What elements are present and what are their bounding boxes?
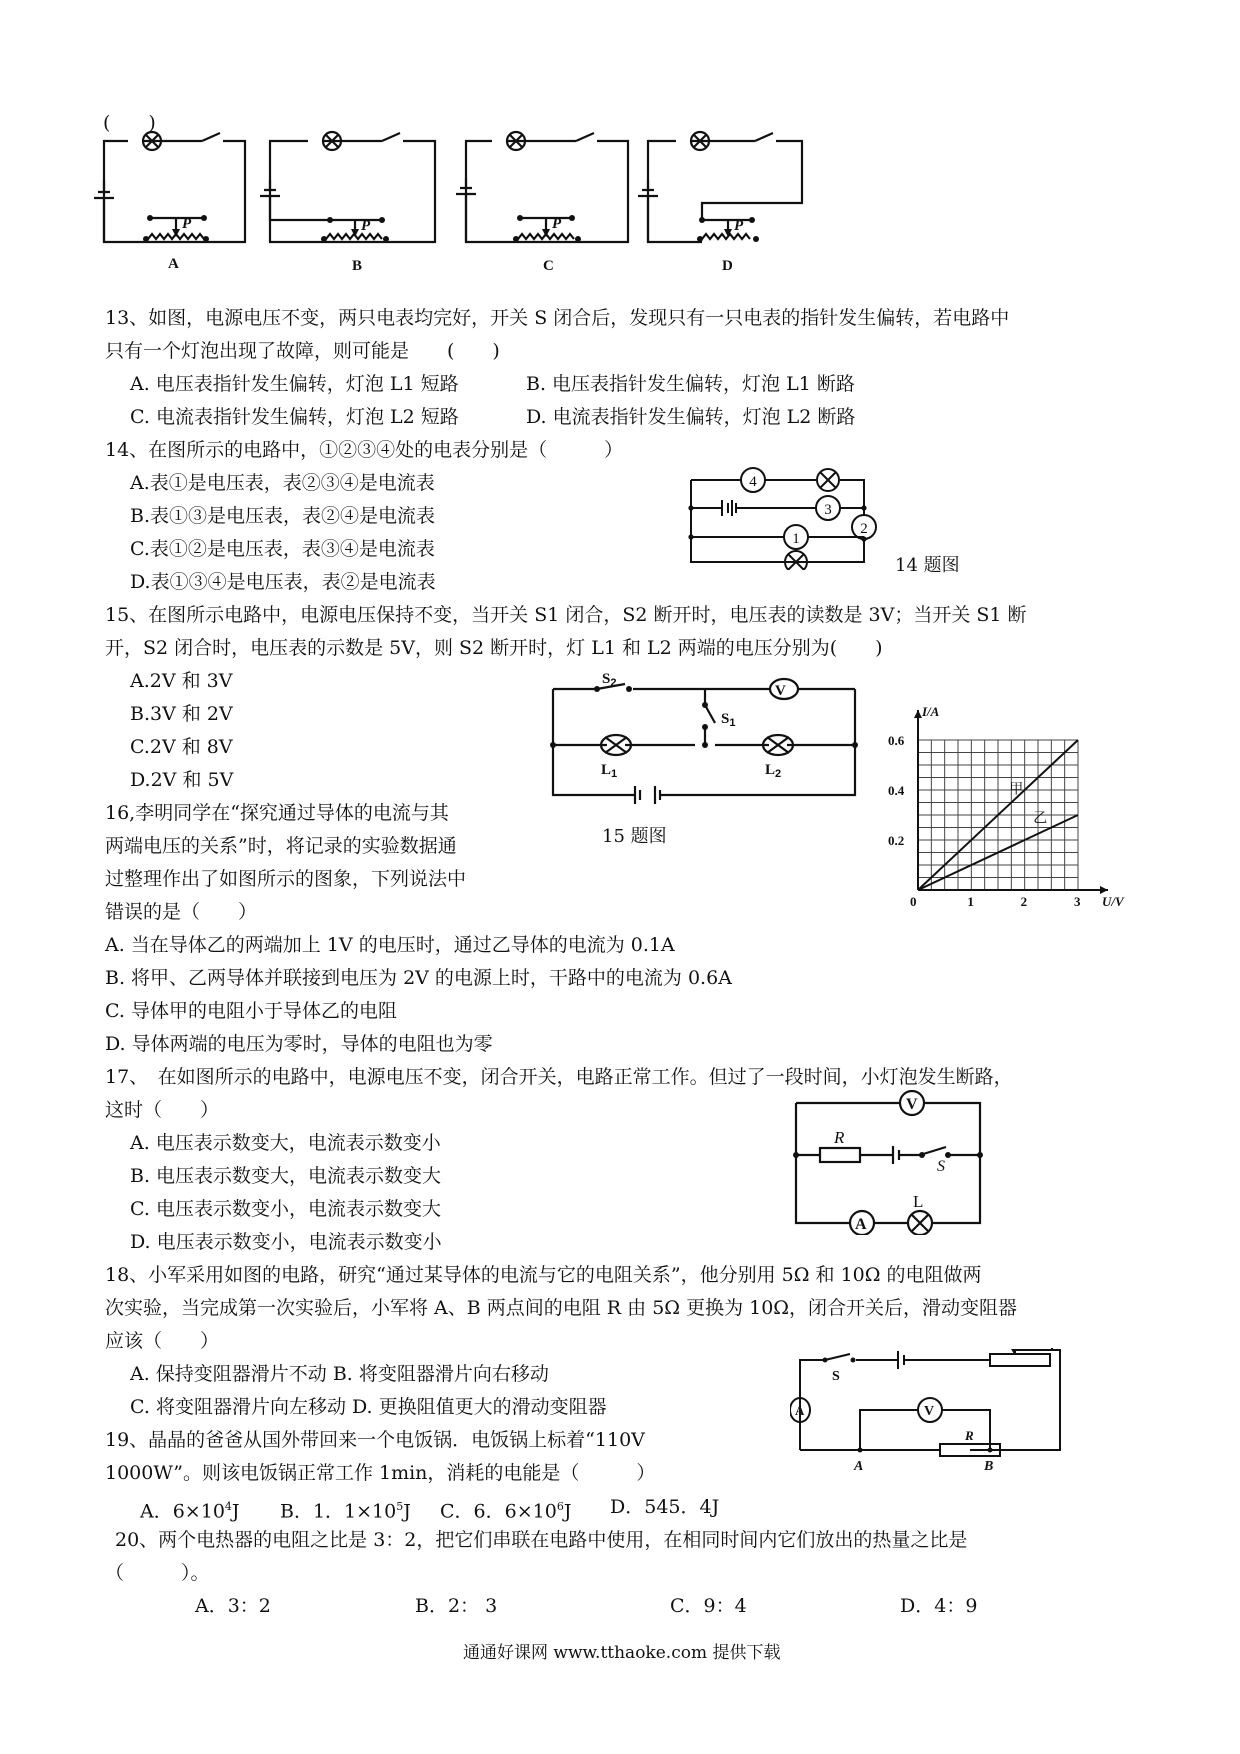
q17-stem-line2: 这时（ ） <box>105 1099 220 1121</box>
chart-x-arrow <box>1100 886 1108 894</box>
q19-stem-line2: 1000W”。则该电饭锅正常工作 1min，消耗的电能是（ ） <box>105 1462 656 1484</box>
q18-figure <box>790 1348 1080 1478</box>
q20-stem-line1: 20、两个电热器的电阻之比是 3：2，把它们串联在电路中使用，在相同时间内它们放出的热量之比是 <box>115 1529 968 1551</box>
q17-voltmeter-label: V <box>906 1096 918 1113</box>
q14-option-a: A.表①是电压表，表②③④是电流表 <box>130 472 435 494</box>
q18-ammeter-label: A <box>795 1403 805 1418</box>
q12-p-label-d: P <box>734 218 744 234</box>
q15-stem-line1: 15、在图所示电路中，电源电压保持不变，当开关 S1 闭合，S2 断开时，电压表的读数是 3V；当开关 S1 断 <box>105 604 1027 626</box>
q13-option-b: B. 电压表指针发生偏转，灯泡 L1 断路 <box>526 373 855 395</box>
chart-y-arrow <box>914 710 922 718</box>
q16-option-b: B. 将甲、乙两导体并联接到电压为 2V 的电源上时，干路中的电流为 0.6A <box>105 967 732 989</box>
q15-figure <box>545 665 865 815</box>
q14-meter-3-label: 3 <box>824 502 832 518</box>
chart-x-tick-label: 0 <box>910 894 917 909</box>
q20-option-d: D．4：9 <box>900 1595 978 1617</box>
q17-figure <box>790 1085 990 1235</box>
q12-label-b: B <box>352 258 363 274</box>
q15-s1-label: $S_1$ <box>721 711 736 729</box>
q15-option-c: C.2V 和 8V <box>130 736 233 758</box>
q18-stem-line2: 次实验，当完成第一次实验后，小军将 A、B 两点间的电阻 R 由 5Ω 更换为 10Ω，闭合开关后，滑动变阻器 <box>105 1297 1018 1319</box>
q15-s2-label: $S_2$ <box>602 671 617 689</box>
q17-resistor-label: R <box>834 1128 845 1147</box>
q18-options-ab: A. 保持变阻器滑片不动 B. 将变阻器滑片向右移动 <box>130 1363 549 1385</box>
q17-option-c: C. 电压表示数变小，电流表示数变大 <box>130 1198 441 1220</box>
q19-stem-line1: 19、晶晶的爸爸从国外带回来一个电饭锅．电饭锅上标着“110V <box>105 1429 645 1451</box>
chart-y-tick-label: 0.4 <box>888 783 905 798</box>
q14-option-b: B.表①③是电压表，表②④是电流表 <box>130 505 436 527</box>
q18-stem-line1: 18、小军采用如图的电路，研究“通过某导体的电流与它的电阻关系”，他分别用 5Ω 和 10Ω 的电阻做两 <box>105 1264 982 1286</box>
q17-stem-line1: 17、 在如图所示的电路中，电源电压不变，闭合开关，电路正常工作。但过了一段时间，小灯泡发生断路， <box>105 1066 1013 1088</box>
chart-y-axis-label: I/A <box>922 704 940 719</box>
q17-option-a: A. 电压表示数变大，电流表示数变小 <box>130 1132 441 1154</box>
q16-stem-line3: 过整理作出了如图所示的图象，下列说法中 <box>105 868 467 890</box>
q15-caption: 15 题图 <box>602 826 667 847</box>
q14-option-d: D.表①③④是电压表，表②是电流表 <box>130 571 436 593</box>
q16-option-a: A. 当在导体乙的两端加上 1V 的电压时，通过乙导体的电流为 0.1A <box>105 934 675 956</box>
q15-voltmeter-label: V <box>775 683 786 699</box>
q14-meter-1-label: 1 <box>792 531 800 547</box>
q12-label-c: C <box>543 258 554 274</box>
q12-p-label-c: P <box>552 216 562 232</box>
chart-x-tick-label: 2 <box>1020 894 1028 909</box>
q20-option-a: A．3：2 <box>195 1595 271 1617</box>
q19-option-a: A．$6\times 10^4J$ <box>140 1500 240 1523</box>
q20-option-c: C．9：4 <box>670 1595 747 1617</box>
q12-p-label-a: P <box>182 216 192 232</box>
q15-option-a: A.2V 和 3V <box>130 670 233 692</box>
q18-switch-label: S <box>832 1369 840 1384</box>
q16-iu-chart <box>880 690 1150 910</box>
q18-point-b-label: B <box>984 1459 994 1474</box>
chart-x-tick-label: 3 <box>1074 894 1081 909</box>
q12-p-label-b: P <box>361 218 371 234</box>
q16-stem-line2: 两端电压的关系”时，将记录的实验数据通 <box>105 835 457 857</box>
chart-x-axis-label: U/V <box>1102 894 1124 909</box>
q17-switch-label: S <box>937 1158 945 1175</box>
q18-voltmeter-label: V <box>924 1404 935 1419</box>
q20-stem-line2: （ ）。 <box>105 1562 210 1584</box>
q16-option-d: D. 导体两端的电压为零时，导体的电阻也为零 <box>105 1033 493 1055</box>
q18-options-cd: C. 将变阻器滑片向左移动 D. 更换阻值更大的滑动变阻器 <box>130 1396 607 1418</box>
q14-meter-2-label: 2 <box>860 521 868 537</box>
q13-option-d: D. 电流表指针发生偏转，灯泡 L2 断路 <box>526 406 856 428</box>
q12-label-d: D <box>722 258 733 274</box>
q14-caption: 14 题图 <box>895 555 960 576</box>
q18-stem-line3: 应该（ ） <box>105 1330 220 1352</box>
q15-option-b: B.3V 和 2V <box>130 703 233 725</box>
q13-stem-line2: 只有一个灯泡出现了故障，则可能是 ( ) <box>105 340 500 362</box>
q18-point-a-label: A <box>854 1459 864 1474</box>
q13-stem-line1: 13、如图，电源电压不变，两只电表均完好，开关 S 闭合后，发现只有一只电表的指针发生偏转，若电路中 <box>105 307 1010 329</box>
q17-ammeter-label: A <box>855 1216 867 1233</box>
chart-series-label-1: 甲 <box>1009 782 1024 798</box>
q16-stem-line4: 错误的是（ ） <box>105 901 258 923</box>
q16-option-c: C. 导体甲的电阻小于导体乙的电阻 <box>105 1000 397 1022</box>
q16-stem-line1: 16,李明同学在“探究通过导体的电流与其 <box>105 802 449 824</box>
chart-series-label-2: 乙 <box>1033 811 1048 827</box>
q14-stem: 14、在图所示的电路中，①②③④处的电表分别是（ ） <box>105 439 624 461</box>
q19-option-d: D．545．4J <box>610 1496 720 1518</box>
q17-option-b: B. 电压表示数变大，电流表示数变大 <box>130 1165 442 1187</box>
q15-l2-label: $L_2$ <box>765 762 782 780</box>
q17-option-d: D. 电压表示数变小，电流表示数变小 <box>130 1231 442 1253</box>
q17-lamp-label: L <box>913 1192 924 1211</box>
q12-blank: ( ) <box>103 112 156 134</box>
chart-y-tick-label: 0.6 <box>888 733 905 748</box>
q14-figure <box>688 462 888 570</box>
q14-option-c: C.表①②是电压表，表③④是电流表 <box>130 538 435 560</box>
q12-label-a: A <box>168 256 179 272</box>
q15-option-d: D.2V 和 5V <box>130 769 234 791</box>
page-footer: 通通好课网 www.tthaoke.com 提供下载 <box>463 1643 781 1663</box>
q14-meter-4-label: 4 <box>749 474 757 490</box>
q20-option-b: B．2： 3 <box>415 1595 498 1617</box>
q18-resistor-label: R <box>965 1428 974 1443</box>
q15-l1-label: $L_1$ <box>601 762 618 780</box>
chart-y-tick-label: 0.2 <box>888 833 905 848</box>
q13-option-c: C. 电流表指针发生偏转，灯泡 L2 短路 <box>130 406 459 428</box>
q19-option-c: C．6．$6\times 10^6J$ <box>440 1500 572 1523</box>
q13-option-a: A. 电压表指针发生偏转，灯泡 L1 短路 <box>130 373 459 395</box>
q19-option-b: B．1．$1\times 10^5J$ <box>280 1500 411 1523</box>
chart-x-tick-label: 1 <box>967 894 974 909</box>
q15-stem-line2: 开，S2 闭合时，电压表的示数是 5V，则 S2 断开时，灯 L1 和 L2 两端的电压分别为( ) <box>105 637 883 659</box>
q12-figure <box>90 128 910 298</box>
